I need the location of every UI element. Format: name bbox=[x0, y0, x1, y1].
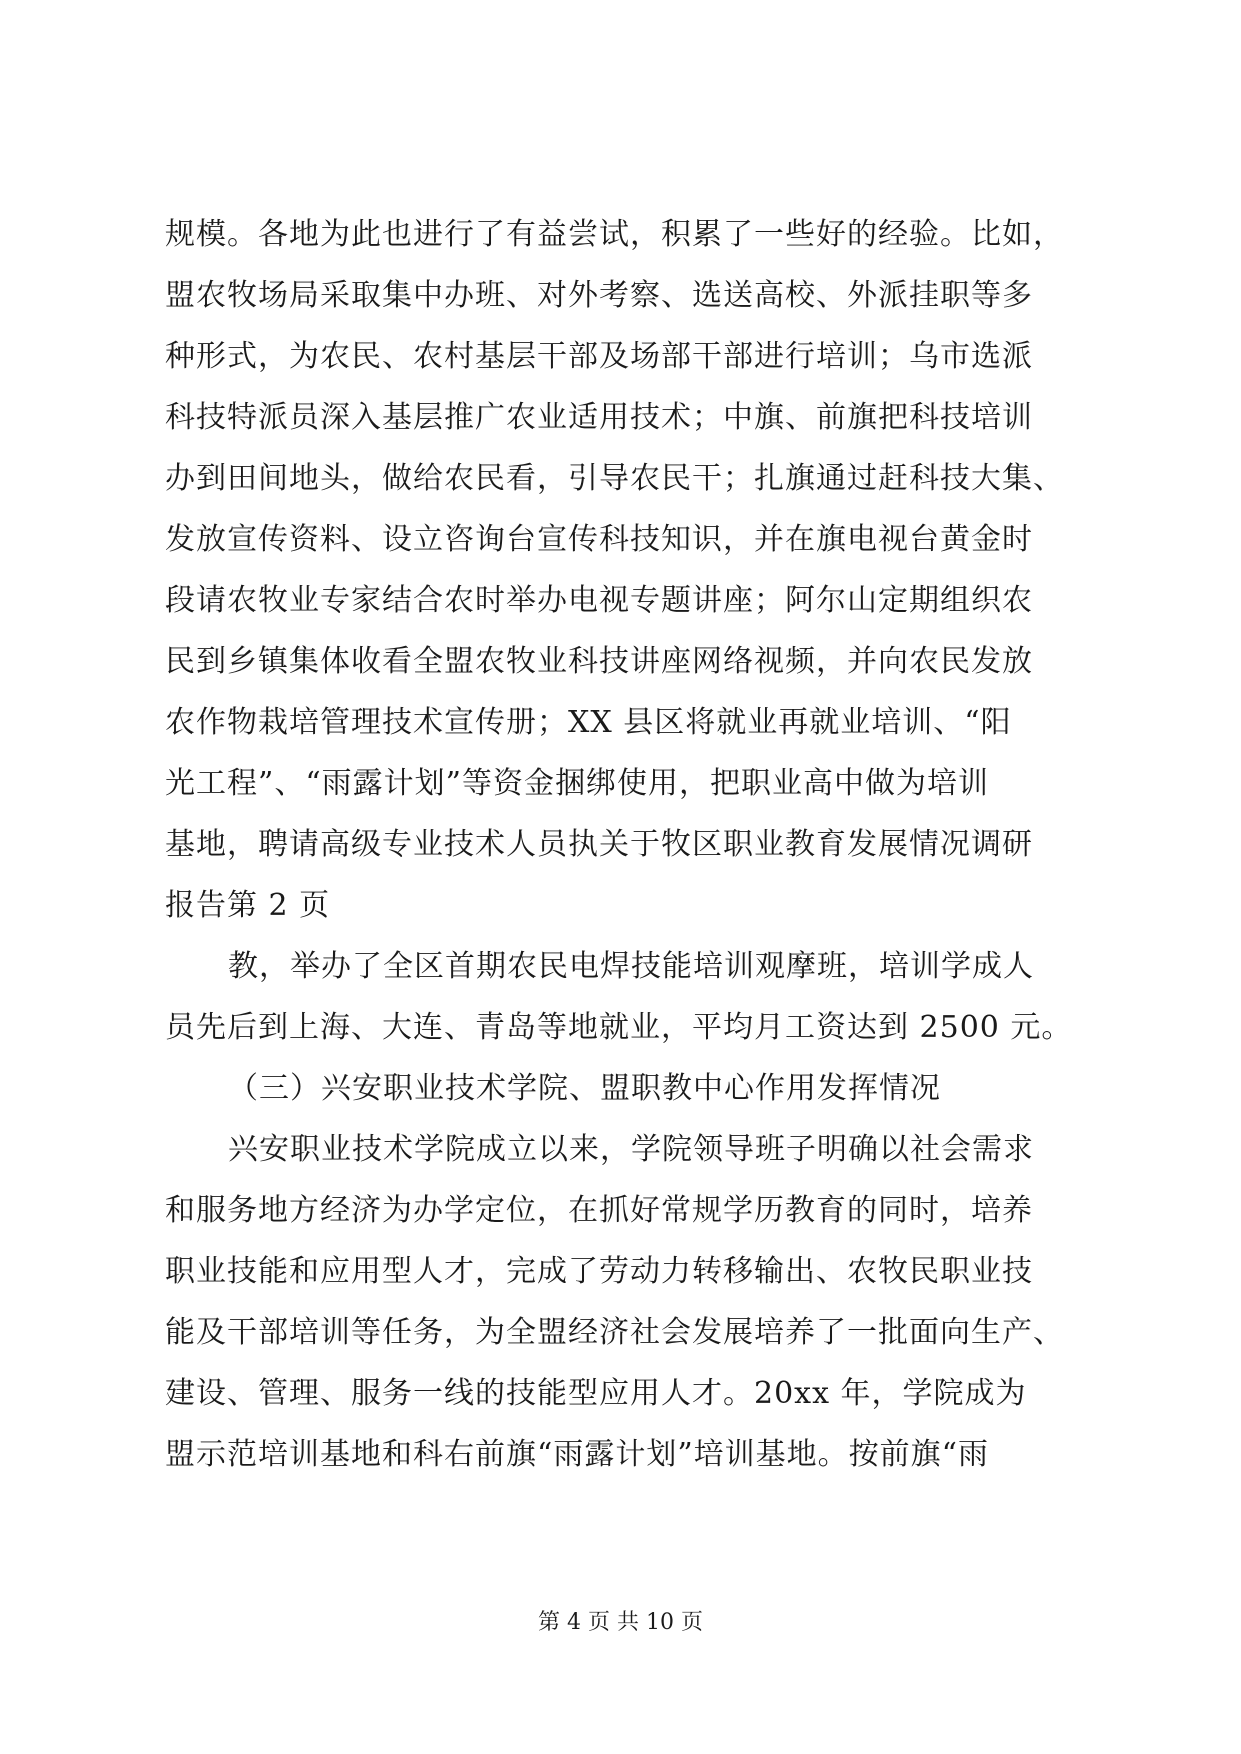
text-line-8: 民到乡镇集体收看全盟农牧业科技讲座网络视频，并向农民发放 bbox=[165, 644, 1033, 679]
text-line-2: 盟农牧场局采取集中办班、对外考察、选送高校、外派挂职等多 bbox=[165, 278, 1033, 313]
text-line-9: 农作物栽培管理技术宣传册；XX 县区将就业再就业培训、“阳 bbox=[165, 705, 1012, 740]
text-line-10: 光工程”、“雨露计划”等资金捆绑使用，把职业高中做为培训 bbox=[165, 766, 990, 801]
text-line-13: 教，举办了全区首期农民电焊技能培训观摩班，培训学成人 bbox=[228, 949, 1034, 984]
text-line-17: 和服务地方经济为办学定位，在抓好常规学历教育的同时，培养 bbox=[165, 1193, 1033, 1228]
text-line-16: 兴安职业技术学院成立以来，学院领导班子明确以社会需求 bbox=[228, 1132, 1034, 1167]
text-line-14: 员先后到上海、大连、青岛等地就业，平均月工资达到 2500 元。 bbox=[165, 1010, 1073, 1045]
section-heading: （三）兴安职业技术学院、盟职教中心作用发挥情况 bbox=[228, 1071, 941, 1106]
text-line-12: 报告第 2 页 bbox=[165, 888, 331, 923]
page-number-footer: 第 4 页 共 10 页 bbox=[538, 1610, 703, 1635]
text-line-11: 基地，聘请高级专业技术人员执关于牧区职业教育发展情况调研 bbox=[165, 827, 1033, 862]
text-line-19: 能及干部培训等任务，为全盟经济社会发展培养了一批面向生产、 bbox=[165, 1315, 1064, 1350]
text-line-20: 建设、管理、服务一线的技能型应用人才。20xx 年，学院成为 bbox=[165, 1376, 1027, 1411]
text-line-3: 种形式，为农民、农村基层干部及场部干部进行培训；乌市选派 bbox=[165, 339, 1033, 374]
text-line-1: 规模。各地为此也进行了有益尝试，积累了一些好的经验。比如， bbox=[165, 217, 1064, 252]
text-line-18: 职业技能和应用型人才，完成了劳动力转移输出、农牧民职业技 bbox=[165, 1254, 1033, 1289]
text-line-4: 科技特派员深入基层推广农业适用技术；中旗、前旗把科技培训 bbox=[165, 400, 1033, 435]
text-line-5: 办到田间地头，做给农民看，引导农民干；扎旗通过赶科技大集、 bbox=[165, 461, 1064, 496]
text-line-21: 盟示范培训基地和科右前旗“雨露计划”培训基地。按前旗“雨 bbox=[165, 1437, 990, 1472]
text-line-7: 段请农牧业专家结合农时举办电视专题讲座；阿尔山定期组织农 bbox=[165, 583, 1033, 618]
text-line-6: 发放宣传资料、设立咨询台宣传科技知识，并在旗电视台黄金时 bbox=[165, 522, 1033, 557]
